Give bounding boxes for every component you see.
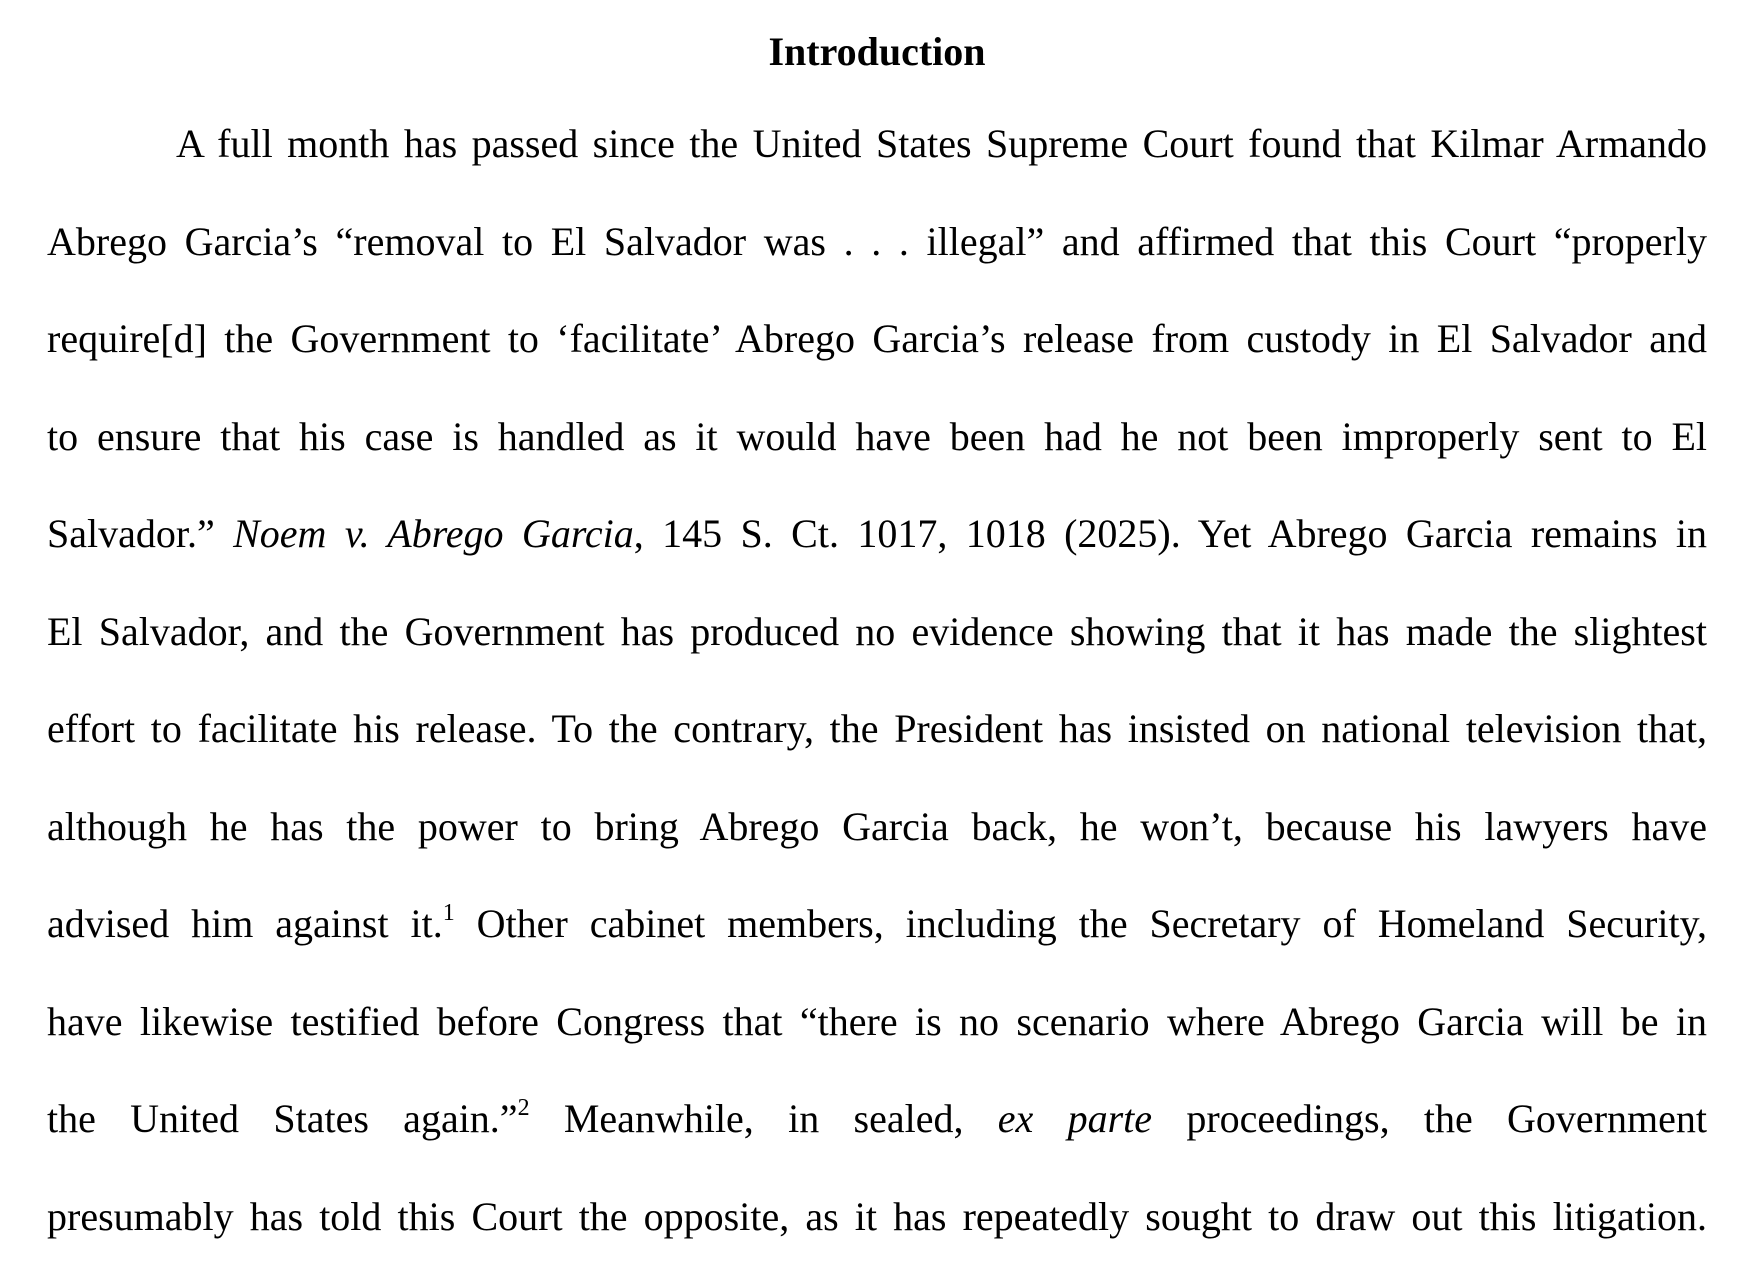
text-run: presumably has told this Court the opposite, as it has repeatedly sought to draw out this litigation. xyxy=(47,1194,1707,1239)
text-line-12 xyxy=(47,1187,1707,1284)
section-heading: Introduction xyxy=(47,22,1707,82)
text-line-6 xyxy=(47,602,1707,700)
body-paragraph xyxy=(47,82,1707,1284)
text-line-2 xyxy=(47,212,1707,310)
text-run: El Salvador, and the Government has produced no evidence showing that it has made the slightest xyxy=(47,609,1707,654)
text-run: to ensure that his case is handled as it would have been had he not been improperly sent to El xyxy=(47,414,1707,459)
text-run: the United States again.” xyxy=(47,1096,518,1141)
text-run: although he has the power to bring Abrego Garcia back, he won’t, because his lawyers have xyxy=(47,804,1707,849)
text-line-3 xyxy=(47,309,1707,407)
footnote-marker-1[interactable]: 1 xyxy=(443,900,455,926)
text-run: Abrego Garcia’s “removal to El Salvador was . . . illegal” and affirmed that this Court “properly xyxy=(47,219,1707,264)
text-run: Other cabinet members, including the Secretary of Homeland Security, xyxy=(455,901,1707,946)
text-line-10 xyxy=(47,992,1707,1090)
text-line-1 xyxy=(47,114,1707,212)
text-run: require[d] the Government to ‘facilitate’ Abrego Garcia’s release from custody in El Salvador and xyxy=(47,316,1707,361)
text-run: proceedings, the Government xyxy=(1152,1096,1707,1141)
case-citation-italic: Noem v. Abrego Garcia xyxy=(233,511,634,556)
text-line-7 xyxy=(47,699,1707,797)
text-line-9 xyxy=(47,894,1707,992)
text-line-8 xyxy=(47,797,1707,895)
text-run: have likewise testified before Congress that “there is no scenario where Abrego Garcia will be in xyxy=(47,999,1707,1044)
text-run: A full month has passed since the United States Supreme Court found that Kilmar Armando xyxy=(176,121,1707,166)
text-run: Salvador.” xyxy=(47,511,233,556)
footnote-marker-2[interactable]: 2 xyxy=(518,1095,530,1121)
latin-term-italic: ex parte xyxy=(998,1096,1152,1141)
text-line-11 xyxy=(47,1089,1707,1187)
document-page xyxy=(47,22,1707,1284)
text-run: advised him against it. xyxy=(47,901,443,946)
text-line-4 xyxy=(47,407,1707,505)
text-run: effort to facilitate his release. To the contrary, the President has insisted on national television that, xyxy=(47,706,1707,751)
text-run: Meanwhile, in sealed, xyxy=(530,1096,998,1141)
text-run: , 145 S. Ct. 1017, 1018 (2025). Yet Abrego Garcia remains in xyxy=(634,511,1707,556)
text-line-5 xyxy=(47,504,1707,602)
